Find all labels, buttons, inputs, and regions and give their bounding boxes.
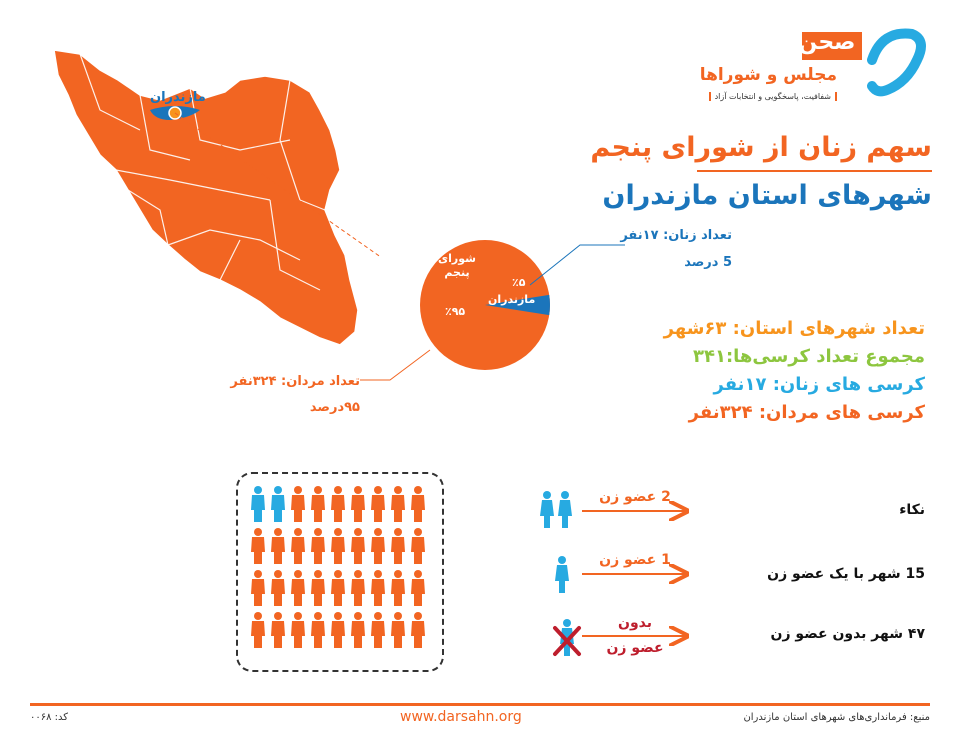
- logo-sub: مجلس و شوراها: [699, 65, 837, 85]
- map-province-label: مازندران: [150, 90, 206, 105]
- stat-seats-women: کرسی های زنان: ۱۷نفر: [713, 374, 925, 395]
- men-count: تعداد مردان: ۳۲۴نفر: [230, 374, 360, 389]
- row2-arrow-label: 1 عضو زن: [599, 552, 671, 568]
- page-subtitle: شهرهای استان مازندران: [602, 180, 932, 211]
- pie-major-percent: ٪۹۵: [445, 305, 466, 318]
- stat-cities: تعداد شهرهای استان: ۶۳شهر: [663, 318, 925, 339]
- row3-label: ۴۷ شهر بدون عضو زن: [770, 626, 925, 642]
- logo-tagline: شفافیت، پاسخگویی و انتخابات آزاد: [709, 92, 837, 101]
- row2-women-icon: [552, 555, 572, 595]
- pie-minor-label: مازندران: [488, 293, 536, 306]
- footer-source: منبع: فرمانداری‌های شهرهای استان مازندران: [743, 712, 930, 723]
- men-percent: ۹۵درصد: [309, 400, 360, 415]
- page-title: سهم زنان از شورای پنجم: [590, 132, 932, 163]
- stat-seats-men: کرسی های مردان: ۳۲۴نفر: [688, 402, 925, 423]
- women-percent: 5 درصد: [684, 255, 732, 270]
- row3-arrow-label-1: بدون: [618, 615, 652, 631]
- pie-major-label: شورای پنجم: [438, 252, 476, 279]
- row1-label: نکاء: [899, 502, 925, 518]
- row1-women-icons: [538, 490, 574, 530]
- row3-arrow-label-2: عضو زن: [606, 640, 664, 656]
- pie-minor-percent: ٪۵: [512, 276, 526, 289]
- footer-code: کد: ۰۰۶۸: [30, 712, 69, 723]
- row2-label: 15 شهر با یک عضو زن: [767, 566, 925, 582]
- footer-website[interactable]: www.darsahn.org: [400, 709, 522, 725]
- women-count: تعداد زنان: ۱۷نفر: [620, 228, 732, 243]
- row3-no-women-icon: [552, 618, 582, 658]
- footer-divider: [30, 703, 930, 706]
- row1-arrow-label: 2 عضو زن: [599, 489, 671, 505]
- logo-main: صحن: [798, 30, 856, 55]
- stat-seats-total: مجموع تعداد کرسی‌ها:۳۴۱: [692, 346, 925, 367]
